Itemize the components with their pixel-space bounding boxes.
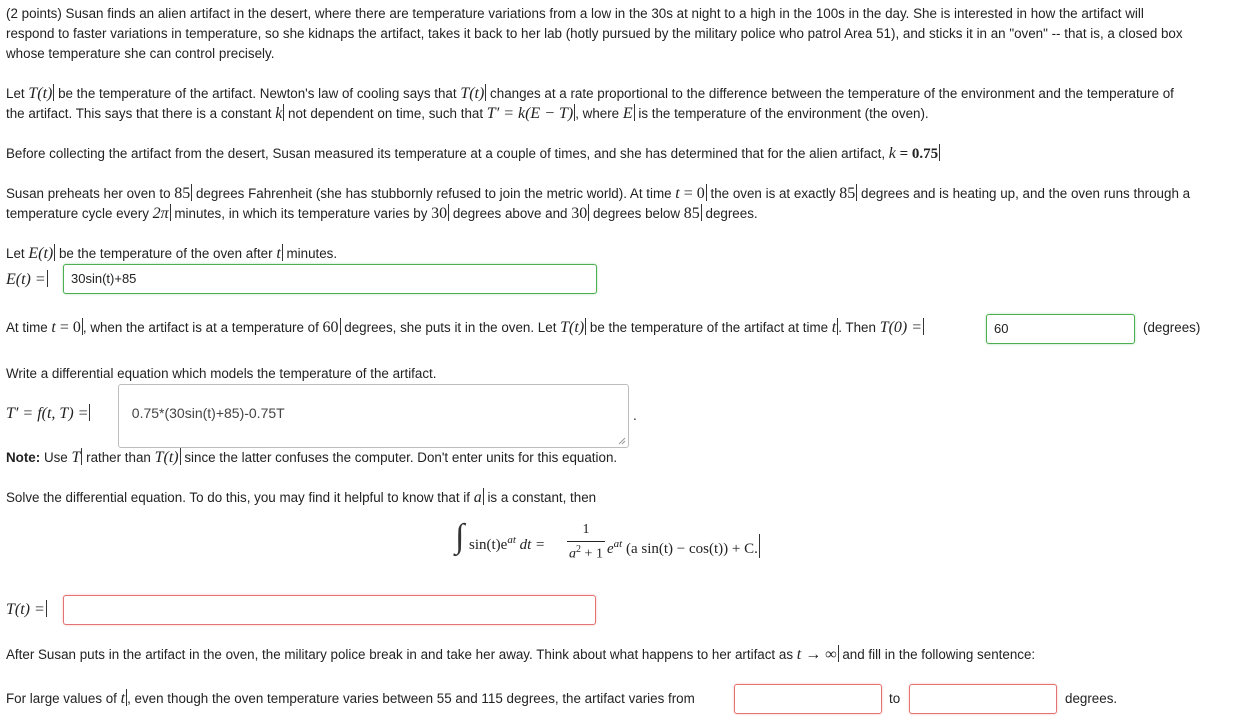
intro-line-2: respond to faster variations in temperature, so she kidnaps the artifact, takes it back to her lab (hotly pursued by the military police who patrol Area 51), and sticks it in an "oven" -- that is, a closed box <box>6 26 1183 41</box>
T-answer-input[interactable] <box>63 595 596 625</box>
E-answer-label: E(t) = <box>6 271 46 288</box>
T0-units: (degrees) <box>1143 320 1201 335</box>
solve-paragraph: Solve the differential equation. To do this, you may find it helpful to know that if a is a constant, then <box>6 489 597 506</box>
T-answer-label: T(t) = <box>6 601 45 618</box>
T0-label: T(0) = <box>879 319 923 336</box>
E-answer-input[interactable]: 30sin(t)+85 <box>63 264 597 294</box>
low-temp-input[interactable] <box>734 684 882 714</box>
let-E-paragraph: Let E(t) be the temperature of the oven after t minutes. <box>6 245 338 262</box>
math-T-of-t: T(t) <box>460 85 485 102</box>
fraction: 1 $a^2 + 1$ <box>567 522 605 563</box>
newton-line-2: the artifact. This says that there is a constant k not dependent on time, such that T′ = k(E − T) , where E is the temperature of the environment (the oven). <box>6 105 929 122</box>
intro-line-3: whose temperature she can control precisely. <box>6 46 275 61</box>
initial-condition-paragraph: At time t = 0 , when the artifact is at a temperature of 60 degrees, she puts it in the oven. Let T(t) be the temperature of the artifact at time t . Then T(0) = <box>6 319 923 336</box>
math-t-to-infinity: t → ∞ <box>796 646 837 663</box>
to-label: to <box>889 691 901 706</box>
newton-line-1: Let T(t) be the temperature of the artifact. Newton's law of cooling says that T(t) changes at a rate proportional to the difference between the temperature of the environment and the temperature of <box>6 85 1174 102</box>
after-paragraph: After Susan puts in the artifact in the oven, the military police break in and take her away. Think about what happens to her artifact as t → ∞ and fill in the following sentence: <box>6 646 1036 663</box>
note-paragraph: Note: Use T rather than T(t) since the latter confuses the computer. Don't enter units for this equation. <box>6 449 618 466</box>
diffeq-answer-textarea[interactable] <box>118 384 629 448</box>
math-cooling-law: T′ = k(E − T) <box>486 105 574 122</box>
high-temp-input[interactable] <box>909 684 1057 714</box>
math-T-of-t: T(t) <box>28 85 53 102</box>
math-k: k <box>275 105 283 122</box>
intro-line-1: (2 points) Susan finds an alien artifact in the desert, where there are temperature variations from a low in the 30s at night to a high in the 100s in the day. She is interested in how the artifact will <box>6 6 1144 21</box>
oven-paragraph <box>6 184 1190 224</box>
oven-line-1: Susan preheats her oven to 85 degrees Fahrenheit (she has stubbornly refused to join the metric world). At time t = 0 the oven is at exactly 85 degrees and is heating up, and the oven runs through a <box>6 185 1191 202</box>
intro-paragraph <box>6 4 1183 64</box>
final-sentence: For large values of t , even though the oven temperature varies between 55 and 115 degrees, the artifact varies from <box>6 690 695 707</box>
diffeq-label: T′ = f(t, T) = <box>6 405 89 422</box>
diffeq-answer-text: 0.75*(30sin(t)+85)-0.75T <box>131 405 285 421</box>
measured-k-paragraph: Before collecting the artifact from the desert, Susan measured its temperature at a couple of times, and she has determined that for the alien artifact, k = 0.75 <box>6 145 939 162</box>
T0-answer-input[interactable]: 60 <box>986 314 1135 344</box>
diffeq-period: . <box>633 408 637 423</box>
oven-line-2: temperature cycle every 2π minutes, in which its temperature varies by 30 degrees above and 30 degrees below 85 degrees. <box>6 205 758 222</box>
integrand: $\sin(t)e^{at}$ dt = <box>469 534 546 553</box>
math-k-value: = 0.75 <box>895 146 939 162</box>
resize-grip-icon[interactable] <box>617 436 626 445</box>
math-E: E <box>622 105 633 122</box>
newton-paragraph <box>6 84 1174 124</box>
formula-rhs: $e^{at}$ (a sin(t) − cos(t)) + C. <box>607 534 760 558</box>
integral-formula <box>455 520 815 570</box>
math-k: k <box>888 145 896 162</box>
integral-sign: ∫ <box>455 518 465 555</box>
diffeq-prompt: Write a differential equation which models the temperature of the artifact. <box>6 366 437 381</box>
final-units: degrees. <box>1065 691 1118 706</box>
